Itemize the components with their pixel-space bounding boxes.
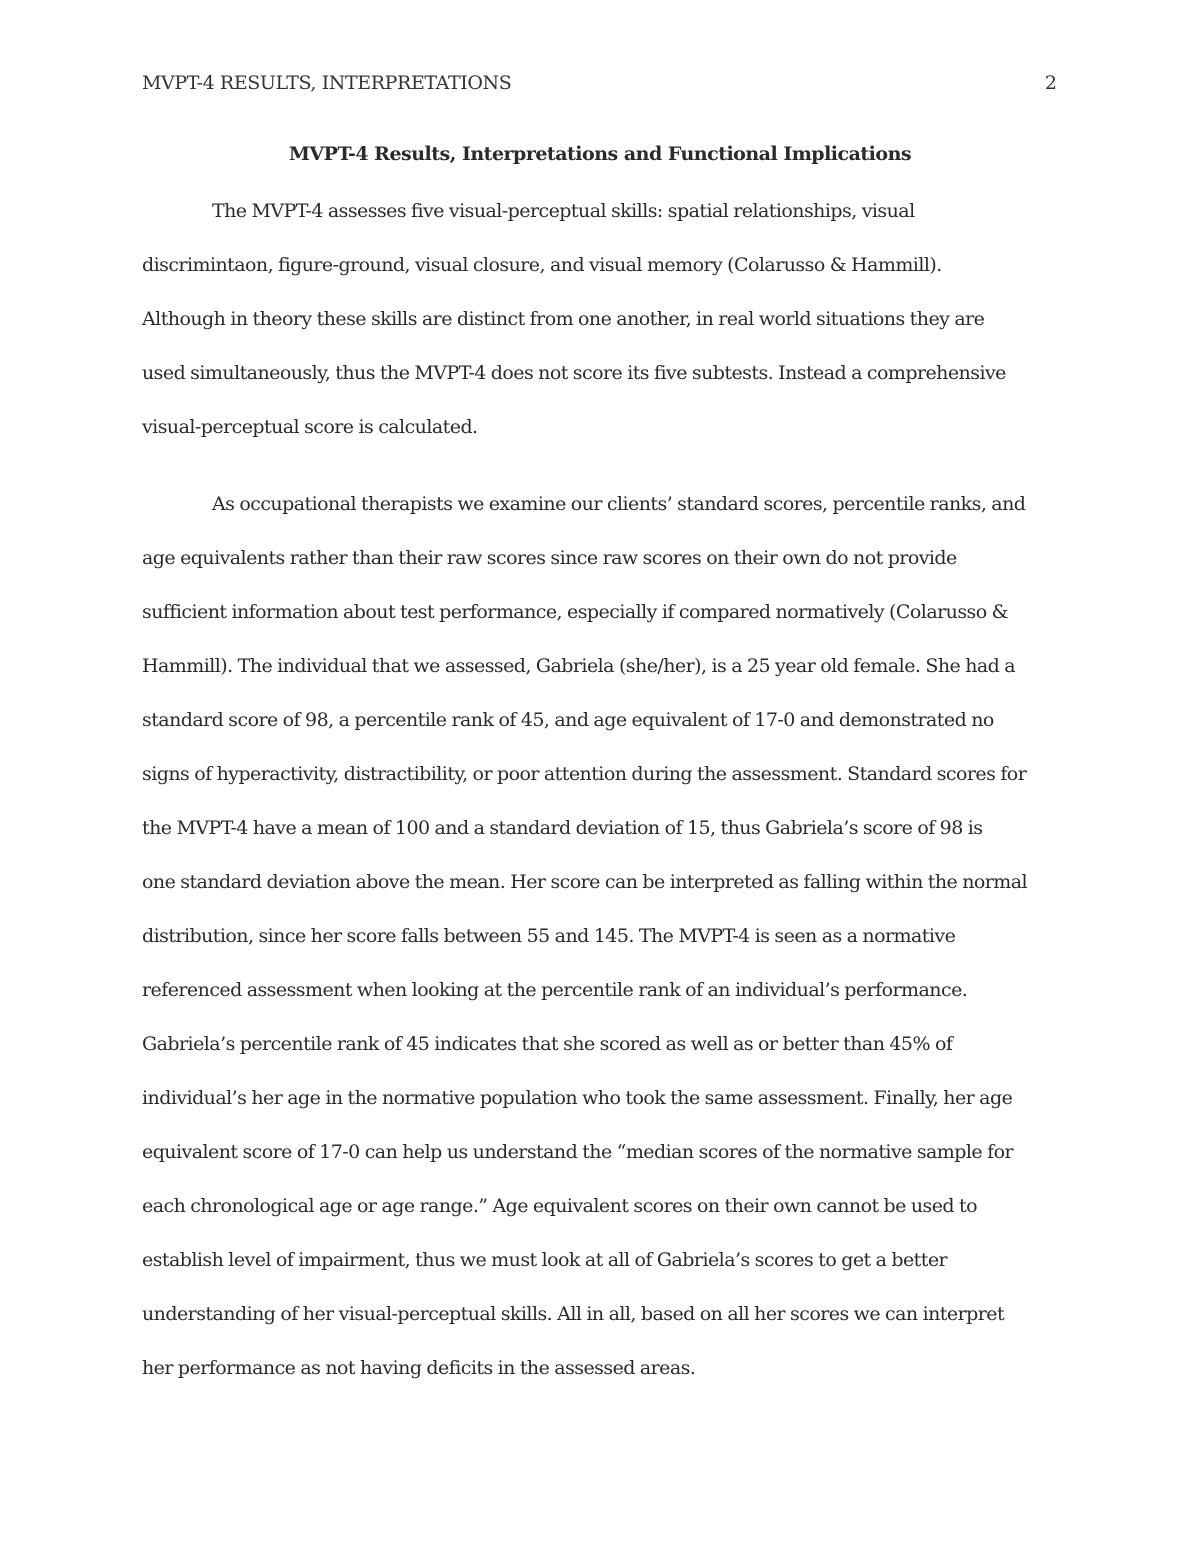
- paragraph-line: Gabriela’s percentile rank of 45 indicates that she scored as well as or better than 45% of: [142, 1033, 953, 1055]
- paragraph-line: Hammill). The individual that we assessed, Gabriela (she/her), is a 25 year old female. She had a: [142, 655, 1016, 677]
- paragraph-line: understanding of her visual-perceptual skills. All in all, based on all her scores we can interpret: [142, 1303, 1005, 1325]
- paragraph-line: As occupational therapists we examine our clients’ standard scores, percentile ranks, and: [212, 493, 1026, 515]
- paragraph-line: used simultaneously, thus the MVPT-4 does not score its five subtests. Instead a comprehensive: [142, 362, 1006, 384]
- paragraph-line: establish level of impairment, thus we must look at all of Gabriela’s scores to get a better: [142, 1249, 948, 1271]
- paragraph-line: discrimintaon, figure-ground, visual closure, and visual memory (Colarusso & Hammill).: [142, 254, 942, 276]
- paragraph-line: each chronological age or age range.” Age equivalent scores on their own cannot be used to: [142, 1195, 978, 1217]
- paragraph-line: Although in theory these skills are distinct from one another, in real world situations they are: [142, 308, 985, 330]
- page-number: 2: [1044, 72, 1057, 94]
- paragraph-line: individual’s her age in the normative population who took the same assessment. Finally, her age: [142, 1087, 1013, 1109]
- paragraph-line: referenced assessment when looking at the percentile rank of an individual’s performance.: [142, 979, 968, 1001]
- paragraph-line: distribution, since her score falls between 55 and 145. The MVPT-4 is seen as a normative: [142, 925, 956, 947]
- document-title: MVPT-4 Results, Interpretations and Functional Implications: [288, 143, 912, 165]
- paragraph-line: signs of hyperactivity, distractibility, or poor attention during the assessment. Standard scores for: [142, 763, 1027, 785]
- paragraph-line: The MVPT-4 assesses five visual-perceptual skills: spatial relationships, visual: [212, 200, 915, 222]
- paragraph-line: her performance as not having deficits in the assessed areas.: [142, 1357, 696, 1379]
- running-head: MVPT-4 RESULTS, INTERPRETATIONS: [142, 72, 512, 94]
- paragraph-line: standard score of 98, a percentile rank of 45, and age equivalent of 17-0 and demonstrated no: [142, 709, 994, 731]
- paragraph-line: visual-perceptual score is calculated.: [142, 416, 478, 438]
- paragraph-line: sufficient information about test performance, especially if compared normatively (Colarusso &: [142, 601, 1008, 623]
- paragraph-line: one standard deviation above the mean. Her score can be interpreted as falling within the normal: [142, 871, 1028, 893]
- paragraph-line: age equivalents rather than their raw scores since raw scores on their own do not provide: [142, 547, 957, 569]
- paragraph-2: [142, 477, 1058, 1395]
- paragraph-line: the MVPT-4 have a mean of 100 and a standard deviation of 15, thus Gabriela’s score of 98 is: [142, 817, 983, 839]
- paragraph-line: equivalent score of 17-0 can help us understand the “median scores of the normative sample for: [142, 1141, 1013, 1163]
- paragraph-1: [142, 184, 1058, 454]
